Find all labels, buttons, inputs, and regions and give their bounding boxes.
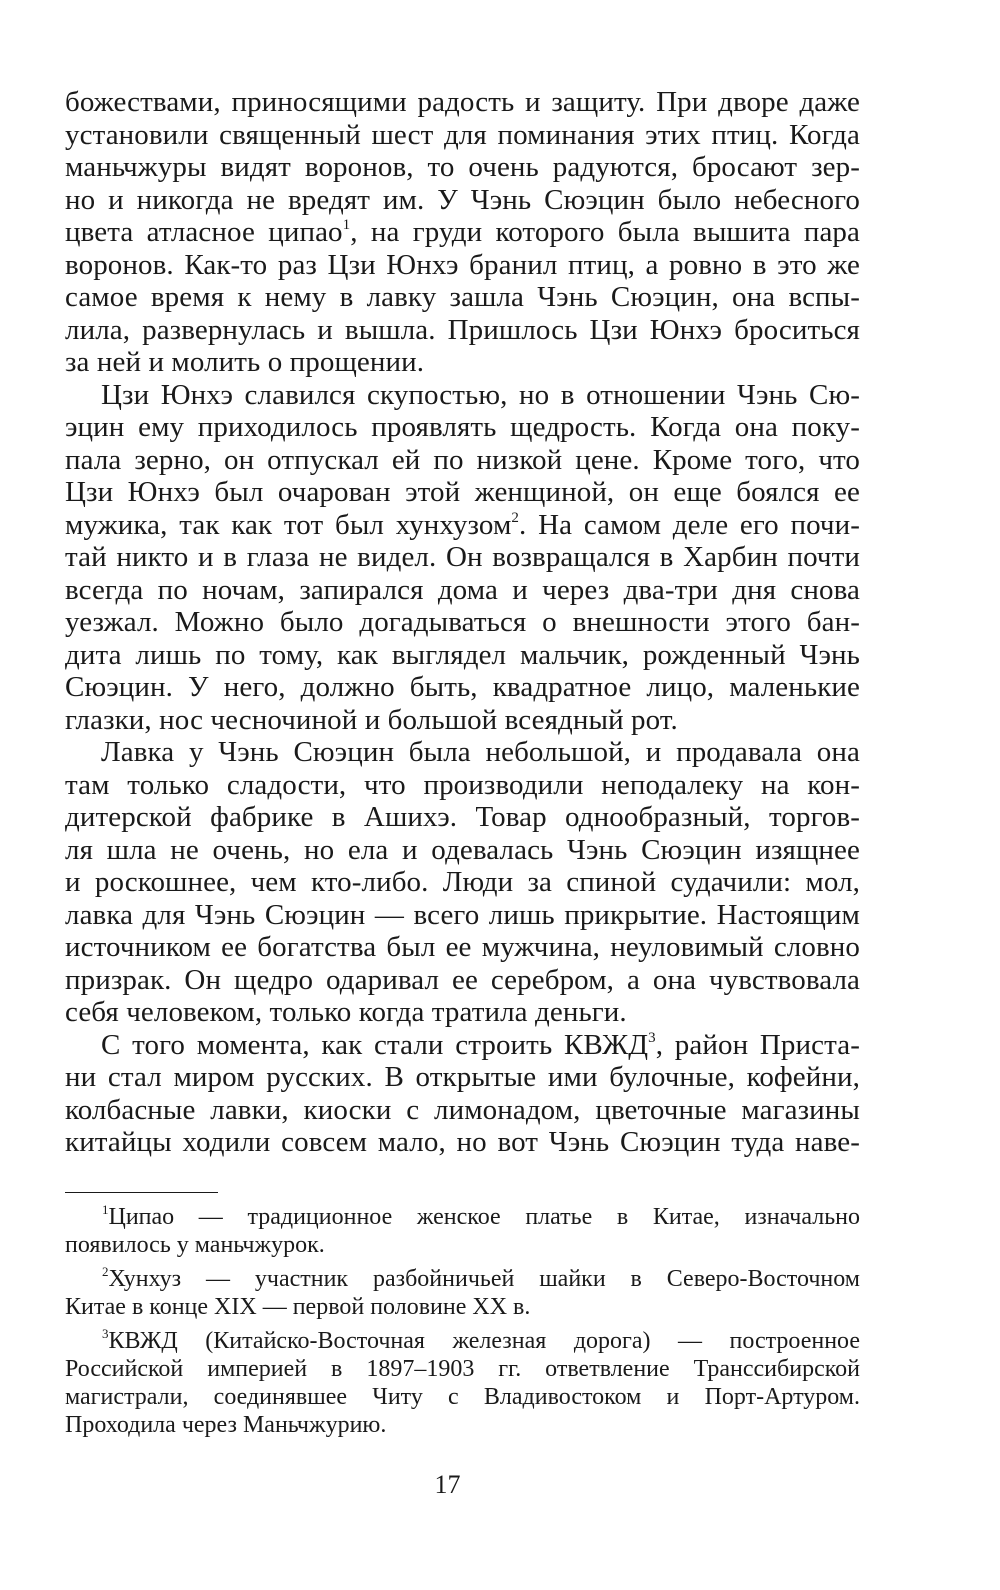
text-line: колбасные лавки, киоски с лимонадом, цветочные магазины (65, 1093, 860, 1126)
text-span: , на груди которого была вышита пара (350, 216, 860, 248)
text-line: и роскошнее, чем кто-либо. Люди за спиной судачили: мол, (65, 866, 860, 898)
text-line: уезжал. Можно было догадываться о внешности этого бан- (65, 606, 860, 638)
text-line: самое время к нему в лавку зашла Чэнь Сюэцин, она вспы- (65, 281, 860, 313)
footnote-line: Российской империей в 1897–1903 гг. ответвление Транссибирской (65, 1356, 860, 1382)
footnote-ref-1: 1 (342, 217, 351, 233)
text-line: там только сладости, что производили неподалеку на кон- (65, 768, 860, 801)
text-line: всегда по ночам, запирался дома и через два-три дня снова (65, 573, 860, 606)
footnote-number: 3 (102, 1326, 109, 1341)
footnote-line: магистрали, соединявшее Читу с Владивостоком и Порт-Артуром. (65, 1384, 860, 1410)
text-line: дита лишь по тому, как выглядел мальчик, рожденный Чэнь (65, 638, 860, 671)
footnote-1 (65, 1203, 860, 1259)
page-number: 17 (434, 1470, 461, 1499)
footnote-number: 2 (102, 1264, 109, 1279)
footnote-text: КВЖД (Китайско-Восточная железная дорога) — построенное (108, 1328, 860, 1354)
footnote-line (65, 1203, 860, 1231)
text-span: С того момента, как стали строить КВЖД (101, 1028, 649, 1061)
text-line: источником ее богатства был ее мужчина, неуловимый словно (65, 931, 860, 963)
text-line (65, 216, 860, 249)
footnote-line (65, 1327, 860, 1355)
paragraph-first-line: Лавка у Чэнь Сюэцин была небольшой, и продавала она (101, 736, 860, 768)
footnote-line (65, 1265, 860, 1293)
text-line: маньчжуры видят воронов, то очень радуются, бросают зер- (65, 151, 860, 183)
footnotes (65, 1203, 860, 1439)
text-line: лавка для Чэнь Сюэцин — всего лишь прикрытие. Настоящим (65, 898, 860, 931)
text-span: . На самом деле его почи- (519, 508, 860, 541)
footnote-2 (65, 1265, 860, 1321)
text-line: ля шла не очень, но ела и одевалась Чэнь Сюэцин изящнее (65, 833, 860, 866)
footnote-line: Проходила через Маньчжурию. (65, 1412, 387, 1438)
text-span: мужика, так как тот был хунхузом (65, 508, 512, 541)
text-span: цвета атласное ципао (65, 216, 343, 248)
footnote-number: 1 (102, 1202, 109, 1217)
text-span: , район Приста- (655, 1028, 860, 1061)
text-line: но и никогда не вредят им. У Чэнь Сюэцин было небесного (65, 183, 860, 216)
text-line: дитерской фабрике в Ашихэ. Товар однообразный, торгов- (65, 801, 860, 833)
text-line: тай никто и в глаза не видел. Он возвращался в Харбин почти (65, 541, 860, 573)
text-line: пала зерно, он отпускал ей по низкой цене. Кроме того, что (65, 443, 860, 476)
text-line: воронов. Как-то раз Цзи Юнхэ бранил птиц, а ровно в это же (65, 248, 860, 281)
text-line: ни стал миром русских. В открытые ими булочные, кофейни, (65, 1061, 860, 1093)
text-line: китайцы ходили совсем мало, но вот Чэнь Сюэцин туда наве- (65, 1126, 860, 1158)
text-line (65, 509, 860, 542)
text-line: божествами, приносящими радость и защиту. При дворе даже (65, 86, 860, 118)
text-line: установили священный шест для поминания этих птиц. Когда (65, 118, 860, 151)
footnote-text: Хунхуз — участник разбойничьей шайки в Северо-Восточном (108, 1266, 860, 1292)
text-line: лила, развернулась и вышла. Пришлось Цзи Юнхэ броситься (65, 313, 860, 346)
text-line: призрак. Он щедро одаривал ее серебром, а она чувствовала (65, 963, 860, 996)
text-line: Сюэцин. У него, должно быть, квадратное лицо, маленькие (65, 671, 860, 703)
footnote-line: Китае в конце XIX — первой половине XX в. (65, 1294, 531, 1320)
text-line: за ней и молить о прощении. (65, 346, 425, 378)
footnote-ref-2: 2 (511, 509, 520, 526)
footnote-text: Ципао — традиционное женское платье в Китае, изначально (108, 1204, 860, 1230)
footnote-3 (65, 1327, 860, 1439)
footnote-ref-3: 3 (648, 1029, 656, 1046)
text-line: эцин ему приходилось проявлять щедрость. Когда она поку- (65, 411, 860, 443)
text-line: Цзи Юнхэ был очарован этой женщиной, он еще боялся ее (65, 476, 860, 508)
footnote-separator (65, 1192, 218, 1193)
footnote-line: появилось у маньчжурок. (65, 1232, 325, 1258)
text-line: глазки, нос чесночиной и большой всеядный рот. (65, 703, 678, 736)
text-line: себя человеком, только когда тратила деньги. (65, 996, 627, 1028)
paragraph-first-line: Цзи Юнхэ славился скупостью, но в отношении Чэнь Сю- (101, 378, 860, 411)
main-text (65, 86, 860, 1159)
paragraph-first-line (65, 1029, 860, 1062)
